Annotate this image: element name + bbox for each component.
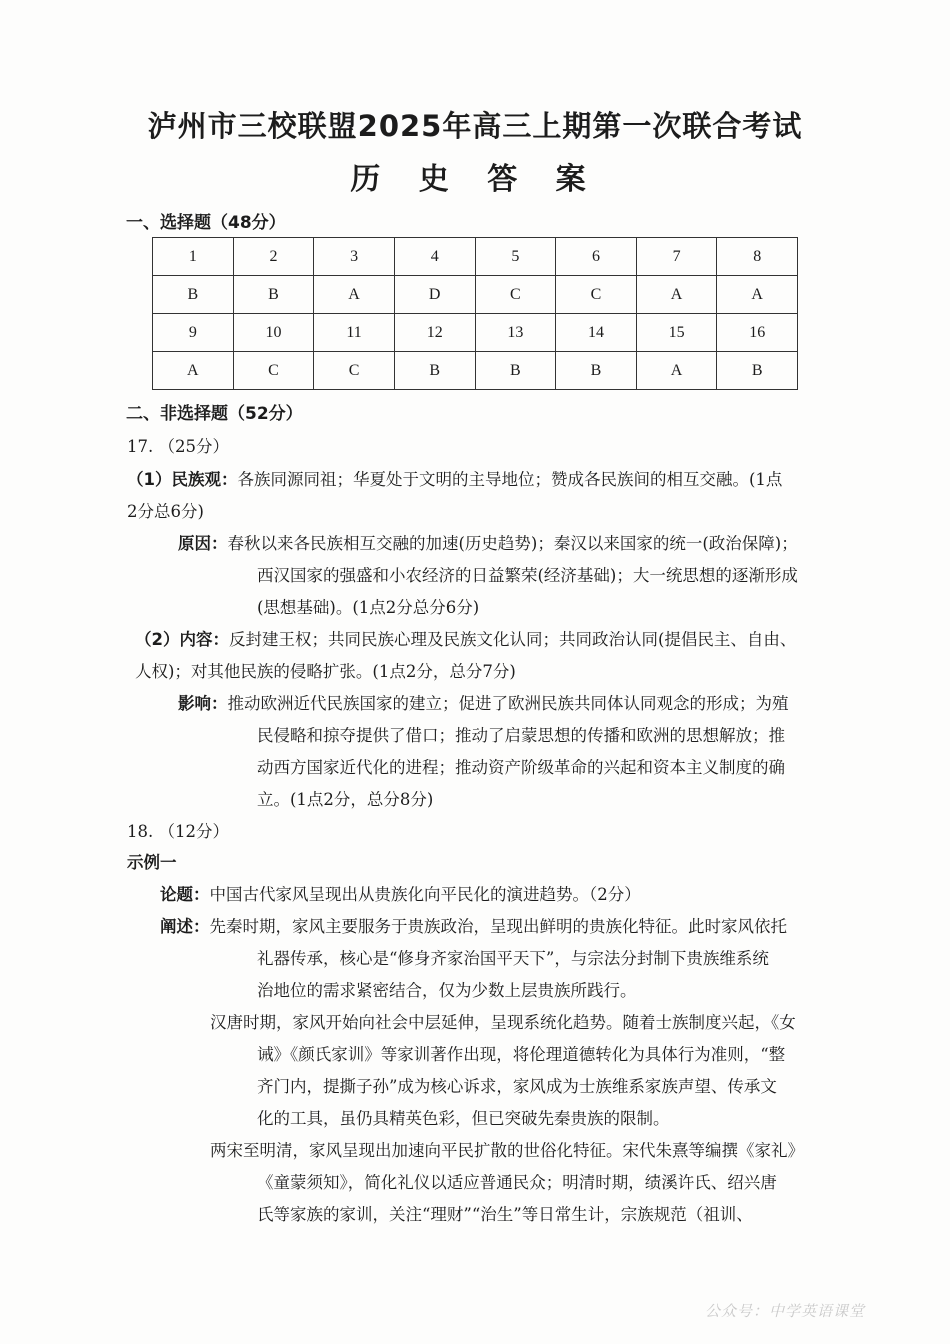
q17-impact-text: 推动欧洲近代民族国家的建立；促进了欧洲民族共同体认同观念的形成；为殖 [227, 694, 789, 713]
answer-cell: B [394, 352, 475, 390]
answer-row [153, 276, 798, 314]
question-number-cell: 9 [153, 314, 234, 352]
answer-table [152, 237, 798, 390]
q17-impact-line4: 立。(1点2分，总分8分) [257, 790, 434, 809]
q17-part2-line1 [135, 630, 796, 650]
question-number-cell: 4 [394, 238, 475, 276]
question-number-cell: 13 [475, 314, 556, 352]
q17-part1-line2: 2分总6分) [127, 502, 204, 521]
q18-header: 18. （12分） [127, 822, 229, 841]
q18-song-line3: 氏等家族的家训，关注“理财”“治生”等日常生计，宗族规范（祖训、 [257, 1205, 753, 1224]
question-number-cell: 12 [394, 314, 475, 352]
answer-cell: C [556, 276, 637, 314]
q18-argue-text: 先秦时期，家风主要服务于贵族政治，呈现出鲜明的贵族化特征。此时家风依托 [209, 917, 787, 936]
answer-cell: B [475, 352, 556, 390]
q18-argue-label: 阐述： [160, 917, 210, 936]
q18-han-line2: 诫》《颜氏家训》等家训著作出现，将伦理道德转化为具体行为准则，“整 [257, 1045, 786, 1064]
q18-argue-line2: 礼器传承，核心是“修身齐家治国平天下”，与宗法分封制下贵族维系统 [257, 949, 769, 968]
answer-cell: A [717, 276, 798, 314]
answer-cell: C [475, 276, 556, 314]
question-number-cell: 7 [636, 238, 717, 276]
section2-heading: 二、非选择题（52分） [126, 404, 303, 424]
q17-impact-label: 影响： [178, 694, 228, 713]
page-subtitle: 历 史 答 案 [350, 162, 600, 197]
answer-cell: A [314, 276, 395, 314]
answer-cell: A [153, 352, 234, 390]
q17-reason-label: 原因： [178, 534, 228, 553]
q18-thesis-label: 论题： [160, 885, 210, 904]
q17-part2-line2: 人权)；对其他民族的侵略扩张。(1点2分，总分7分) [135, 662, 516, 681]
q17-part1-line1 [127, 470, 782, 490]
q18-song-line1: 两宋至明清，家风呈现出加速向平民扩散的世俗化特征。宋代朱熹等编撰《家礼》 [210, 1141, 804, 1160]
q17-part2-text: 反封建王权；共同民族心理及民族文化认同；共同政治认同(提倡民主、自由、 [228, 630, 797, 649]
q18-han-line4: 化的工具，虽仍具精英色彩，但已突破先秦贵族的限制。 [257, 1109, 670, 1128]
q17-reason-line3: (思想基础)。(1点2分总分6分) [257, 598, 480, 617]
question-number-cell: 14 [556, 314, 637, 352]
q18-argue-line3: 治地位的需求紧密结合，仅为少数上层贵族所践行。 [257, 981, 637, 1000]
question-number-cell: 3 [314, 238, 395, 276]
answer-cell: B [717, 352, 798, 390]
q17-reason-text: 春秋以来各民族相互交融的加速(历史趋势)；秦汉以来国家的统一(政治保障)； [227, 534, 798, 553]
q18-han-line1: 汉唐时期，家风开始向社会中层延伸，呈现系统化趋势。随着士族制度兴起，《女 [210, 1013, 796, 1032]
page-title: 泸州市三校联盟2025年高三上期第一次联合考试 [147, 109, 803, 143]
question-number-row [153, 314, 798, 352]
watermark: 公众号：中学英语课堂 [705, 1302, 866, 1320]
answer-cell: D [394, 276, 475, 314]
question-number-cell: 11 [314, 314, 395, 352]
section1-heading: 一、选择题（48分） [126, 213, 286, 233]
question-number-cell: 15 [636, 314, 717, 352]
question-number-cell: 10 [233, 314, 314, 352]
question-number-cell: 6 [556, 238, 637, 276]
q17-part2-label: （2）内容： [135, 630, 229, 649]
answer-cell: C [233, 352, 314, 390]
q17-impact-line1 [178, 694, 789, 714]
q18-example-label: 示例一 [127, 853, 177, 872]
q17-reason-line1 [178, 534, 798, 554]
q18-song-line2: 《童蒙须知》，简化礼仪以适应普通民众；明清时期，绩溪许氏、绍兴唐 [257, 1173, 777, 1192]
question-number-cell: 1 [153, 238, 234, 276]
question-number-row [153, 238, 798, 276]
q17-impact-line2: 民侵略和掠夺提供了借口；推动了启蒙思想的传播和欧洲的思想解放；推 [257, 726, 785, 745]
answer-cell: A [636, 352, 717, 390]
answer-cell: B [556, 352, 637, 390]
q17-header: 17. （25分） [127, 437, 229, 456]
answer-cell: A [636, 276, 717, 314]
q17-part1-text: 各族同源同祖；华夏处于文明的主导地位；赞成各民族间的相互交融。(1点 [237, 470, 783, 489]
q17-impact-line3: 动西方国家近代化的进程；推动资产阶级革命的兴起和资本主义制度的确 [257, 758, 785, 777]
answer-cell: B [233, 276, 314, 314]
question-number-cell: 2 [233, 238, 314, 276]
answer-row [153, 352, 798, 390]
q17-reason-line2: 西汉国家的强盛和小农经济的日益繁荣(经济基础)；大一统思想的逐渐形成 [257, 566, 798, 585]
answer-cell: B [153, 276, 234, 314]
q18-thesis-text: 中国古代家风呈现出从贵族化向平民化的演进趋势。（2分） [209, 885, 641, 904]
q18-thesis-line [160, 885, 641, 905]
answer-cell: C [314, 352, 395, 390]
question-number-cell: 16 [717, 314, 798, 352]
question-number-cell: 8 [717, 238, 798, 276]
q18-han-line3: 齐门内，提撕子孙”成为核心诉求，家风成为士族维系家族声望、传承文 [257, 1077, 777, 1096]
q18-argue-line1 [160, 917, 787, 937]
q17-part1-label: （1）民族观： [127, 470, 238, 489]
question-number-cell: 5 [475, 238, 556, 276]
